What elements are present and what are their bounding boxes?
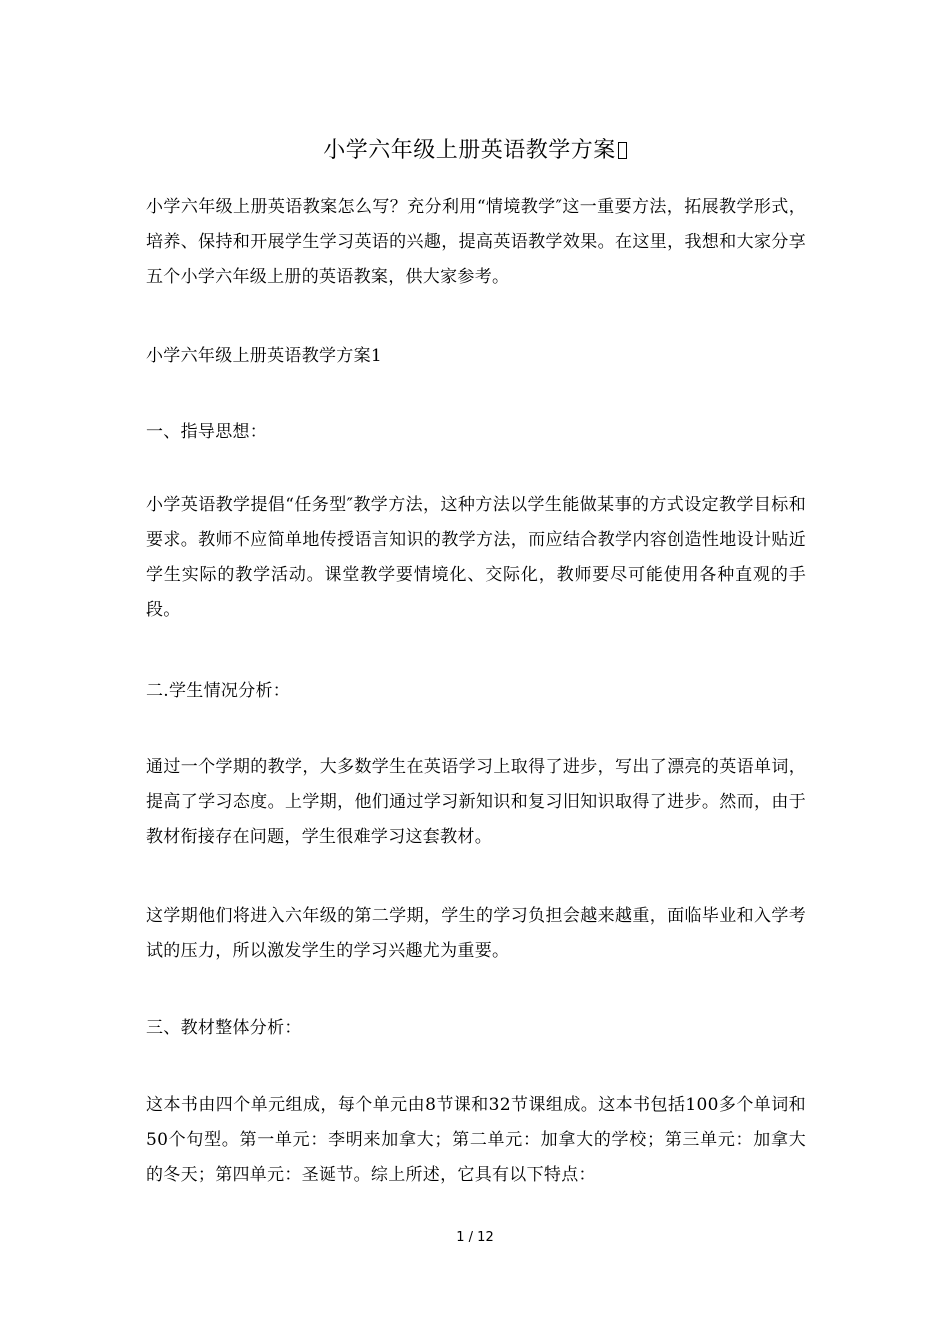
missing-glyph-icon	[618, 142, 627, 159]
plan1-heading: 小学六年级上册英语教学方案1	[146, 346, 383, 366]
section1-heading: 一、指导思想：	[146, 422, 268, 442]
section2-paragraph-1: 通过一个学期的教学，大多数学生在英语学习上取得了进步，写出了漂亮的英语单词，提高了学习态度。上学期，他们通过学习新知识和复习旧知识取得了进步。然而，由于教材衔接存在问题，学生很难学习这套教材。	[146, 757, 806, 847]
section1-paragraph: 小学英语教学提倡“任务型″教学方法，这种方法以学生能做某事的方式设定教学目标和要求。教师不应简单地传授语言知识的教学方法，而应结合教学内容创造性地设计贴近学生实际的教学活动。课堂教学要情境化、交际化，教师要尽可能使用各种直观的手段。	[146, 495, 806, 620]
section2-paragraph-2: 这学期他们将进入六年级的第二学期，学生的学习负担会越来越重，面临毕业和入学考试的压力，所以激发学生的学习兴趣尤为重要。	[146, 906, 806, 961]
page-indicator: 1 / 12	[456, 1230, 494, 1245]
section2-heading: 二.学生情况分析：	[146, 681, 291, 701]
section3-paragraph: 这本书由四个单元组成，每个单元由8节课和32节课组成。这本书包括100多个单词和50个句型。第一单元：李明来加拿大；第二单元：加拿大的学校；第三单元：加拿大的冬天；第四单元：圣诞节。综上所述，它具有以下特点：	[146, 1095, 806, 1185]
section3-heading: 三、教材整体分析：	[146, 1018, 302, 1038]
intro-paragraph: 小学六年级上册英语教案怎么写？充分利用“情境教学″这一重要方法，拓展教学形式，培养、保持和开展学生学习英语的兴趣，提高英语教学效果。在这里，我想和大家分享五个小学六年级上册的英语教案，供大家参考。	[146, 197, 806, 287]
document-title: 小学六年级上册英语教学方案	[0, 136, 950, 166]
